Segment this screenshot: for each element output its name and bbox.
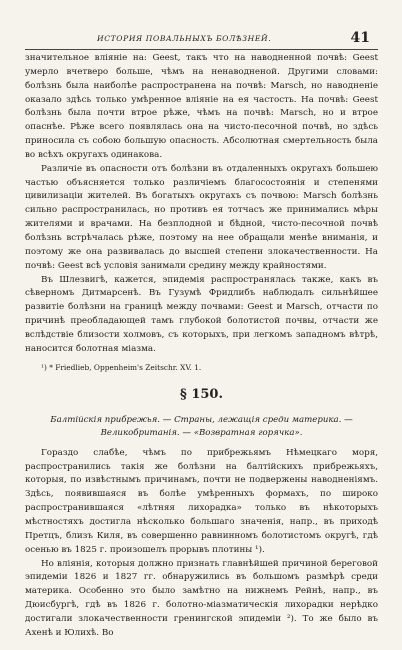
- paragraph-1: значительное вліяніе на: Geest, такъ что на наводненной почвѣ: Geest умерло вчетверо больше, чѣмъ на ненаводненой. Другими словами: болѣзнь была наиболѣе распространена на почвѣ: Marsch, но наводненіе оказало здѣсь только умѣренное вліяніе на ея частость. На почвѣ: Geest болѣзнь была почти втрое рѣже, чѣмъ на почвѣ: Marsch, но и втрое опаснѣе. Рѣже всего появлялась она на чисто-песочной почвѣ, но здѣсь приносила съ собою большую опасность. Абсолютная смертельность была во всѣхъ округахъ одинакова.: [25, 53, 378, 160]
- section-title: § 150.: [180, 386, 223, 402]
- paragraph-3: Въ Шлезвигѣ, кажется, эпидемія распространялась также, какъ въ сѣверномъ Дитмарсенѣ. Въ Гузумѣ Фридлибъ наблюдалъ сильнѣйшее развитіе болѣзни на границѣ между почвами: Geest и Marsch, отчасти по причинѣ преобладающей тамъ глубокой болотистой почвы, отчасти же вслѣдствіе близости холмовъ, съ которыхъ, при легкомъ западномъ вѣтрѣ, наносится болотная міазма.: [25, 274, 378, 354]
- paragraph-5: Но вліянія, которыя должно признать главнѣйшей причиной береговой эпидеміи 1826 и 1827 гг. обнаружились въ большомъ размѣрѣ среди материка. Особенно это было замѣтно на нижнемъ Рейнѣ, напр., въ Дюисбургѣ, гдѣ въ 1826 г. болотно-міазматическія лихорадки нерѣдко достигали злокачественности гренингской эпидеміи ²). То же было въ Ахенѣ и Юлихѣ. Во: [25, 558, 378, 638]
- section-description: Балтійскія прибрежья. — Страны, лежащія среди материка. — Великобританія. — «Возвратная горячка».: [50, 414, 353, 439]
- page-number: 41: [350, 30, 370, 46]
- header-rule: [25, 49, 378, 50]
- paragraph-4: Гораздо слабѣе, чѣмъ по прибрежьямъ Нѣмецкаго моря, распространились такія же болѣзни на балтійскихъ прибрежьяхъ, которыя, по извѣстнымъ причинамъ, почти не подвержены наводненіямъ. Здѣсь, появившаяся въ болѣе умѣренныхъ формахъ, по широко распространившаяся «лѣтняя лихорадка» только въ нѣкоторыхъ мѣстностяхъ достигла нѣсколько большаго значенія, напр., въ приходѣ Претцъ, близъ Киля, въ совершенно равнинномъ болотистомъ округѣ, гдѣ осенью въ 1825 г. произошелъ прорывъ плотины ¹).: [25, 447, 378, 555]
- running-head: ИСТОРИЯ ПОВАЛЬНЫХЪ БОЛѢЗНЕЙ.: [97, 34, 272, 43]
- paragraph-2: Различіе въ опасности отъ болѣзни въ отдаленныхъ округахъ большею частью объясняется только различіемъ благосостоянія и степенями цивилизаціи жителей. Въ богатыхъ округахъ съ почвою: Marsch болѣзнь сильно распространилась, но противъ ея тотчасъ же принимались мѣры жителями и врачами. На безплодной и бѣдной, чисто-песочной почвѣ болѣзнь встрѣчалась рѣже, поэтому на нее обращали менѣе вниманія, и поэтому же она развивалась до высшей степени злокачественности. На почвѣ: Geest всѣ условія занимали средину между крайностями.: [25, 163, 378, 271]
- footnote: ¹) * Friedlieb, Oppenheim's Zeitschr. XV. 1.: [41, 362, 202, 372]
- page-header: [25, 30, 378, 52]
